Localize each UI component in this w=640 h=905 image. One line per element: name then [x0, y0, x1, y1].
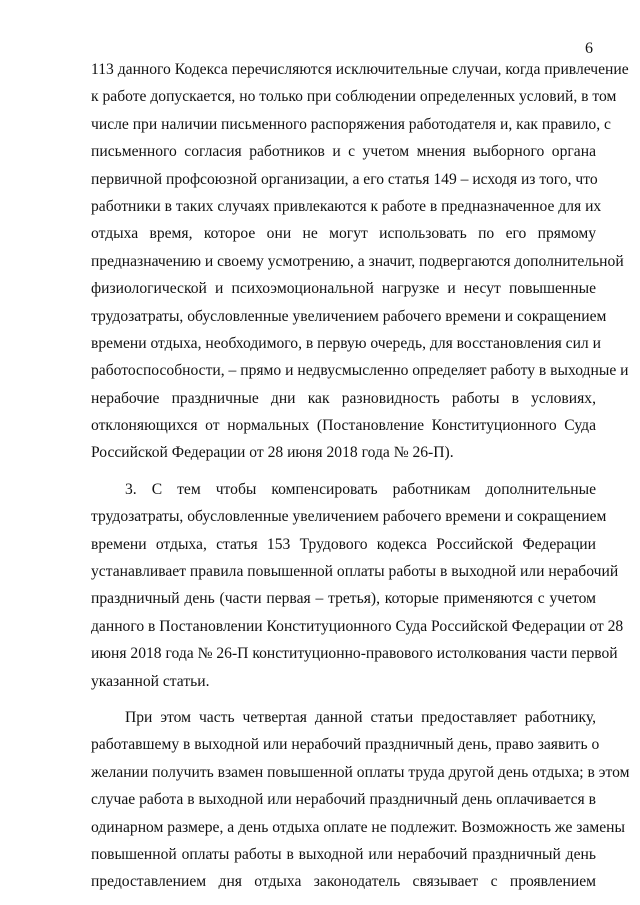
text-line: трудозатраты, обусловленные увеличением рабочего времени и сокращением	[91, 508, 607, 526]
text-line: нерабочие праздничные дни как разновидность работы в условиях,	[91, 389, 596, 407]
text-line: праздничный день (части первая – третья), которые применяются с учетом	[91, 590, 596, 608]
text-line: 113 данного Кодекса перечисляются исключительные случаи, когда привлечение	[91, 61, 629, 78]
text-line: повышенной оплаты работы в выходной или нерабочий праздничный день	[91, 845, 596, 863]
text-line: данного в Постановлении Конституционного Суда Российской Федерации от 28	[91, 617, 624, 635]
text-line: физиологической и психоэмоциональной нагрузке и несут повышенные	[91, 280, 596, 298]
text-line: первичной профсоюзной организации, а его статья 149 – исходя из того, что	[91, 170, 598, 188]
text-line: трудозатраты, обусловленные увеличением рабочего времени и сокращением	[91, 307, 607, 325]
text-line: предоставлением дня отдыха законодатель связывает с проявлением	[91, 873, 596, 891]
paragraph	[91, 476, 624, 695]
paragraph-gap	[91, 695, 596, 704]
paragraph	[91, 56, 629, 467]
text-line: случае работа в выходной или нерабочий праздничный день оплачивается в	[91, 791, 596, 809]
text-line: работоспособности, – прямо и недвусмысленно определяет работу в выходные и	[91, 362, 629, 380]
paragraph	[91, 704, 630, 896]
text-line: устанавливает правила повышенной оплаты работы в выходной или нерабочий	[91, 563, 619, 581]
text-line: предназначению и своему усмотрению, а значит, подвергаются дополнительной	[91, 252, 624, 270]
text-line: При этом часть четвертая данной статьи предоставляет работнику,	[125, 708, 596, 726]
text-line: времени отдыха, необходимого, в первую очередь, для восстановления сил и	[91, 334, 601, 352]
page-number: 6	[585, 40, 593, 57]
text-line: числе при наличии письменного распоряжения работодателя и, как правило, с	[91, 115, 611, 133]
text-line: указанной статьи.	[91, 672, 210, 690]
text-line: письменного согласия работников и с учетом мнения выборного органа	[91, 143, 596, 161]
text-line: 3. С тем чтобы компенсировать работникам дополнительные	[125, 480, 596, 498]
text-line: отклоняющихся от нормальных (Постановление Конституционного Суда	[91, 417, 596, 435]
text-line: работавшему в выходной или нерабочий праздничный день, право заявить о	[91, 736, 600, 754]
text-line: июня 2018 года № 26-П конституционно-правового истолкования части первой	[91, 645, 618, 663]
paragraph-gap	[91, 467, 596, 476]
text-line: одинарном размере, а день отдыха оплате не подлежит. Возможность же замены	[91, 818, 625, 836]
text-line: времени отдыха, статья 153 Трудового кодекса Российской Федерации	[91, 535, 596, 553]
text-line: к работе допускается, но только при соблюдении определенных условий, в том	[91, 88, 617, 106]
text-line: Российской Федерации от 28 июня 2018 года № 26-П).	[91, 444, 454, 462]
text-line: желании получить взамен повышенной оплаты труда другой день отдыха; в этом	[91, 763, 630, 781]
text-line: работники в таких случаях привлекаются к работе в предназначенное для их	[91, 197, 602, 215]
document-body	[91, 56, 630, 896]
text-line: отдыха время, которое они не могут использовать по его прямому	[91, 225, 596, 243]
